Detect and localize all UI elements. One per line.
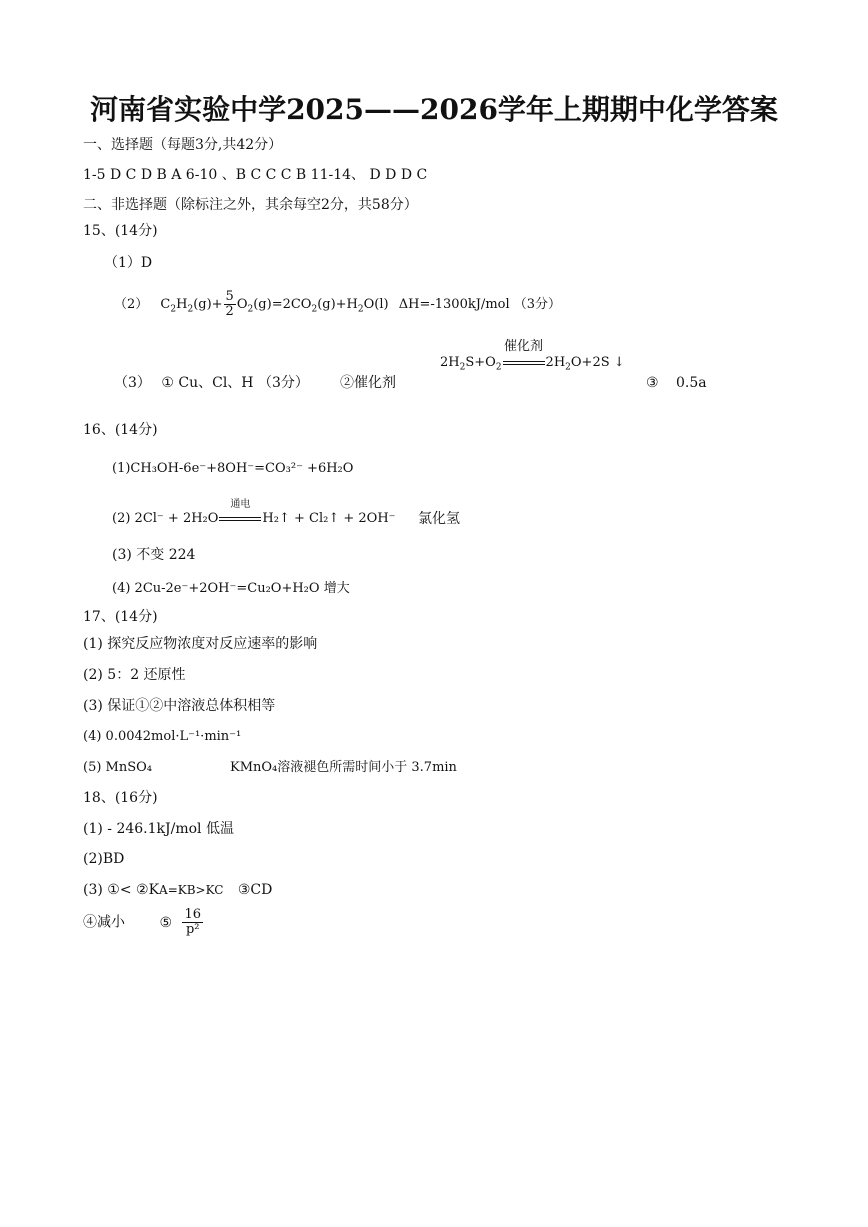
q15-part3-a: ① Cu、Cl、H （3分） xyxy=(161,375,309,391)
eq-o: O xyxy=(236,297,248,312)
q17-part3: (3) 保证①②中溶液总体积相等 xyxy=(83,698,276,714)
q16-part2-answer: 氯化氢 xyxy=(418,511,460,527)
q15-enthalpy: ΔH=-1300kJ/mol xyxy=(398,297,510,312)
q18-part3 xyxy=(83,881,272,899)
q16-part1: (1)CH₃OH-6e⁻+8OH⁻=CO₃²⁻ +6H₂O xyxy=(112,461,354,476)
eq-c: C xyxy=(160,297,171,312)
page-title: 河南省实验中学2025——2026学年上期期中化学答案 xyxy=(90,93,778,126)
q18-part3-a: (3) ①< ②K xyxy=(83,882,160,898)
q15-part3-c: ③ xyxy=(646,375,659,391)
q16-part2 xyxy=(112,499,396,528)
frac-num: 5 xyxy=(225,289,234,304)
q18-frac-num: 16 xyxy=(184,907,202,922)
q15-part1: （1）D xyxy=(104,255,153,271)
q15-part2-score: （3分） xyxy=(513,297,562,312)
q18-part4-a: ④减小 xyxy=(83,914,125,931)
q15-reaction: $2H_2S+O_2$ 催化剂 $2H_2O+2S$ ↓ xyxy=(440,339,625,373)
section-2-heading: 二、非选择题（除标注之外，其余每空2分，共58分） xyxy=(83,197,418,213)
q17-heading: 17、(14分) xyxy=(83,609,158,625)
q17-part4: (4) 0.0042mol·L⁻¹·min⁻¹ xyxy=(83,729,242,744)
catalyst-label: 催化剂 xyxy=(504,339,544,354)
q15-fraction xyxy=(224,290,236,319)
q17-part5-a: (5) MnSO₄ xyxy=(83,760,153,775)
q15-part3-b: ②催化剂 xyxy=(340,375,396,391)
q16-heading: 16、(14分) xyxy=(83,422,158,438)
q18-part4-b: ⑤ xyxy=(159,914,173,931)
q15-part2-label: （2） xyxy=(114,297,149,312)
q15-part2 xyxy=(114,290,561,319)
q15-part3-c-value: 0.5a xyxy=(676,375,707,391)
electrolysis-label: 通电 xyxy=(230,499,251,510)
q18-part4 xyxy=(83,908,204,937)
q18-part2: (2)BD xyxy=(83,851,125,867)
q15-thermo-equation: $C_2H_2(g)+$ $\frac{5}{2}$ $O_2(g)=2CO_2(g)+H_2O(l)$ xyxy=(160,289,389,319)
q15-part3-label: （3） xyxy=(114,375,151,391)
q16-part3: (3) 不变 224 xyxy=(112,547,196,563)
section-1-heading: 一、选择题（每题3分,共42分） xyxy=(83,137,283,153)
q18-frac-den: p² xyxy=(185,922,200,937)
q16-part2-right: H₂↑ + Cl₂↑ + 2OH⁻ xyxy=(262,511,396,526)
q17-part2: (2) 5：2 还原性 xyxy=(83,667,186,683)
q18-fraction xyxy=(182,908,203,937)
q17-part5-b: KMnO₄溶液褪色所需时间小于 3.7min xyxy=(230,760,457,775)
q18-part3-c: ③CD xyxy=(237,882,273,898)
q18-heading: 18、(16分) xyxy=(83,790,158,806)
q15-heading: 15、(14分) xyxy=(83,223,158,239)
q16-part4: (4) 2Cu-2e⁻+2OH⁻=Cu₂O+H₂O 增大 xyxy=(112,581,350,596)
q18-part3-k: A=KB>KC xyxy=(159,883,224,897)
q18-part1: (1) - 246.1kJ/mol 低温 xyxy=(83,821,234,837)
q16-part2-left: (2) 2Cl⁻ + 2H₂O xyxy=(112,511,219,526)
frac-den: 2 xyxy=(225,304,234,319)
q17-part1: (1) 探究反应物浓度对反应速率的影响 xyxy=(83,636,318,652)
choice-answers: 1-5 D C D B A 6-10 、B C C C B 11-14、 D D D C xyxy=(83,167,428,183)
q15-part3 xyxy=(114,374,309,392)
